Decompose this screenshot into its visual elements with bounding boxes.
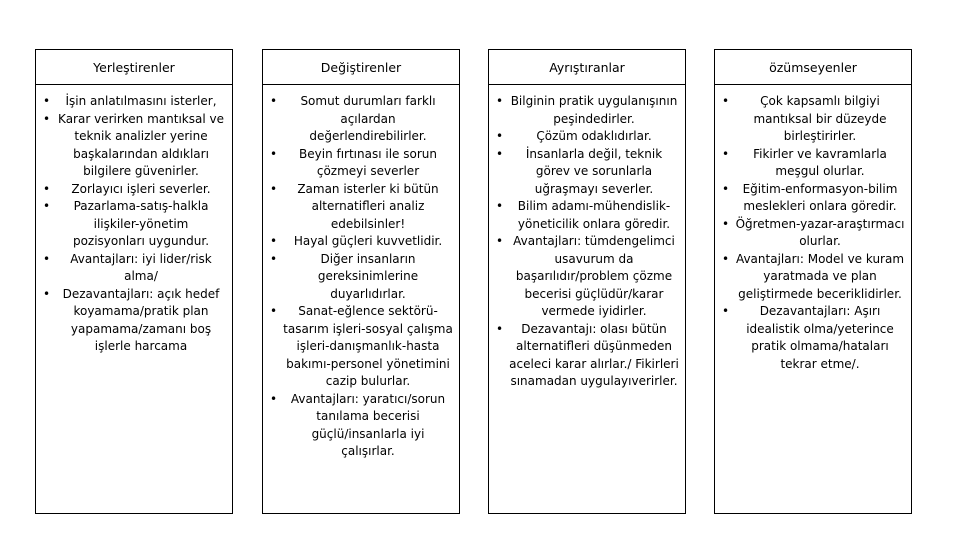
list-item: • Somut durumları farklı açılardan değerlendirebilirler. <box>267 93 453 146</box>
list-item: • Çözüm odaklıdırlar. <box>493 128 679 146</box>
column-body <box>263 85 459 513</box>
list-item: • Beyin fırtınası ile sorun çözmeyi severler <box>267 146 453 181</box>
bullet-list <box>719 93 905 373</box>
list-item: • Avantajları: Model ve kuram yaratmada ve plan geliştirmede beceriklidirler. <box>719 251 905 304</box>
column-degistirenler <box>262 49 460 514</box>
list-item: • Bilginin pratik uygulanışının peşindedirler. <box>493 93 679 128</box>
column-title: Değiştirenler <box>263 50 459 85</box>
list-item: • Öğretmen-yazar-araştırmacı olurlar. <box>719 216 905 251</box>
list-item: • Avantajları: yaratıcı/sorun tanılama becerisi güçlü/insanlarla iyi çalışırlar. <box>267 391 453 461</box>
list-item: • Karar verirken mantıksal ve teknik analizler yerine başkalarından aldıkları bilgilere güvenirler. <box>40 111 226 181</box>
list-item: • Bilim adamı-mühendislik-yöneticilik onlara göredir. <box>493 198 679 233</box>
column-body <box>489 85 685 513</box>
list-item: • İnsanlarla değil, teknik görev ve sorunlarla uğraşmayı severler. <box>493 146 679 199</box>
column-title: Ayrıştıranlar <box>489 50 685 85</box>
column-body <box>715 85 911 513</box>
list-item: • İşin anlatılmasını isterler, <box>40 93 226 111</box>
list-item: • Çok kapsamlı bilgiyi mantıksal bir düzeyde birleştirirler. <box>719 93 905 146</box>
list-item: • Pazarlama-satış-halkla ilişkiler-yönetim pozisyonları uygundur. <box>40 198 226 251</box>
list-item: • Zaman isterler ki bütün alternatifleri analiz edebilsinler! <box>267 181 453 234</box>
list-item: • Avantajları: iyi lider/risk alma/ <box>40 251 226 286</box>
list-item: • Dezavantajları: açık hedef koyamama/pratik plan yapamama/zamanı boş işlerle harcama <box>40 286 226 356</box>
column-yerlestirenler <box>35 49 233 514</box>
list-item: • Hayal güçleri kuvvetlidir. <box>267 233 453 251</box>
column-body <box>36 85 232 513</box>
list-item: • Zorlayıcı işleri severler. <box>40 181 226 199</box>
column-ozumseyenler <box>714 49 912 514</box>
list-item: • Diğer insanların gereksinimlerine duyarlıdırlar. <box>267 251 453 304</box>
column-title: özümseyenler <box>715 50 911 85</box>
column-ayristiranlar <box>488 49 686 514</box>
list-item: • Avantajları: tümdengelimci usavurum da başarılıdır/problem çözme becerisi güçlüdür/karar vermede iyidirler. <box>493 233 679 321</box>
column-title: Yerleştirenler <box>36 50 232 85</box>
bullet-list <box>493 93 679 391</box>
list-item: • Sanat-eğlence sektörü-tasarım işleri-sosyal çalışma işleri-danışmanlık-hasta bakımı-personel yönetimini cazip bulurlar. <box>267 303 453 391</box>
list-item: • Fikirler ve kavramlarla meşgul olurlar. <box>719 146 905 181</box>
bullet-list <box>40 93 226 356</box>
list-item: • Dezavantajı: olası bütün alternatifleri düşünmeden aceleci karar alırlar./ Fikirleri sınamadan uygulayıverirler. <box>493 321 679 391</box>
list-item: • Eğitim-enformasyon-bilim meslekleri onlara göredir. <box>719 181 905 216</box>
bullet-list <box>267 93 453 461</box>
list-item: • Dezavantajları: Aşırı idealistik olma/yeterince pratik olmama/hataları tekrar etme/. <box>719 303 905 373</box>
